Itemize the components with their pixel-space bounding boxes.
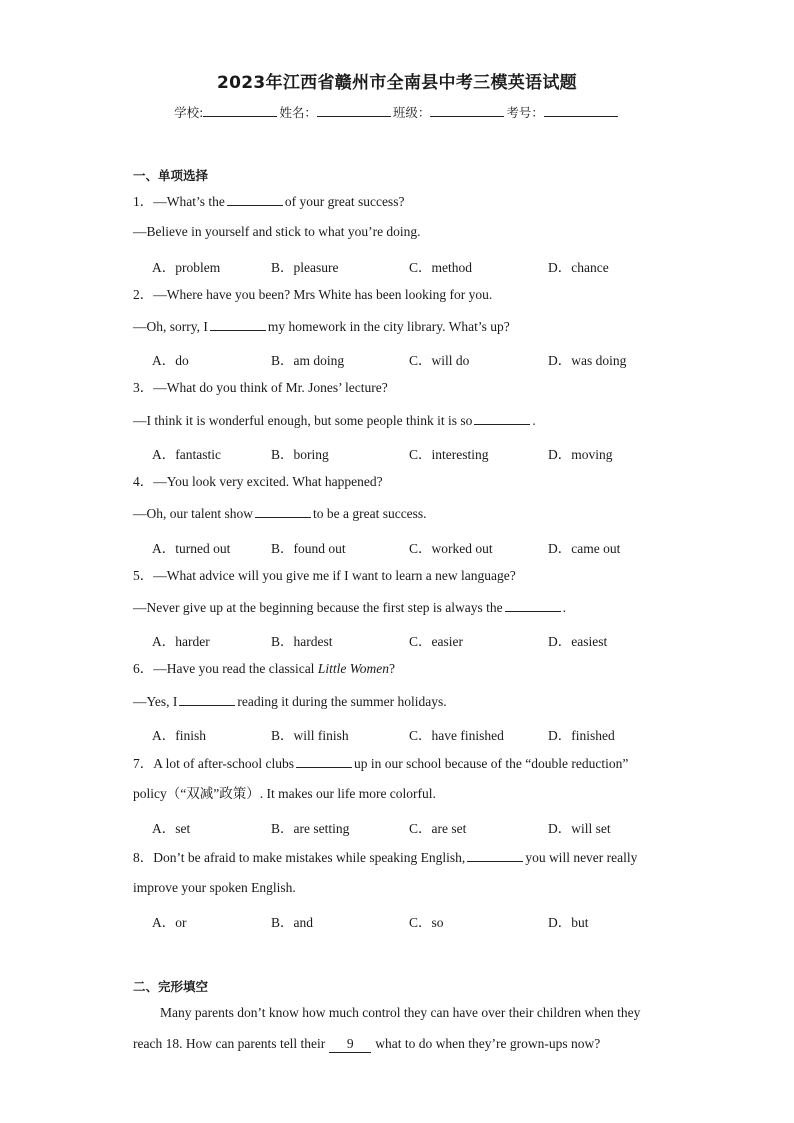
question-text: . — [532, 413, 536, 428]
question-text: my homework in the city library. What’s up? — [267, 319, 510, 334]
option-a[interactable]: A．do — [152, 353, 189, 368]
question-number: 3． — [133, 380, 154, 395]
question-text: —Yes, I — [133, 694, 178, 709]
answer-blank — [505, 599, 561, 612]
question-1-line-1 — [133, 193, 404, 210]
question-text: . — [562, 600, 567, 615]
question-text: —You look very excited. What happened? — [153, 474, 383, 489]
question-4-options — [152, 537, 672, 556]
cloze-text: what to do when they’re grown-ups now? — [375, 1036, 601, 1051]
question-number: 8． — [133, 850, 154, 865]
number-blank[interactable] — [544, 104, 618, 117]
option-b[interactable]: B．boring — [271, 447, 329, 462]
answer-blank — [467, 849, 523, 862]
question-text: —What advice will you give me if I want to learn a new language? — [153, 568, 516, 583]
answer-blank — [255, 505, 311, 518]
number-label: 考号： — [506, 105, 544, 120]
student-info-line — [0, 103, 794, 121]
option-d[interactable]: D．will set — [548, 821, 611, 836]
option-b[interactable]: B．will finish — [271, 728, 349, 743]
section-title-single-choice: 一、单项选择 — [133, 168, 209, 183]
option-a[interactable]: A．turned out — [152, 541, 231, 556]
option-a[interactable]: A．or — [152, 915, 187, 930]
question-1-line-2: —Believe in yourself and stick to what you’re doing. — [133, 224, 421, 239]
question-2-line-1 — [133, 287, 492, 303]
question-4-line-2 — [133, 505, 427, 522]
question-text: up in our school because of the “double reduction” — [353, 756, 629, 771]
question-3-line-2 — [133, 412, 536, 429]
option-b[interactable]: B．found out — [271, 541, 346, 556]
section-title-cloze: 二、完形填空 — [133, 979, 209, 994]
option-c[interactable]: C．are set — [409, 821, 467, 836]
question-2-options — [152, 349, 672, 368]
book-title: Little Women — [317, 661, 389, 676]
question-text: —Where have you been? Mrs White has been looking for you. — [153, 287, 493, 302]
question-2-line-2 — [133, 318, 510, 335]
option-a[interactable]: A．finish — [152, 728, 206, 743]
question-number: 4． — [133, 474, 154, 489]
answer-blank — [227, 193, 283, 206]
question-6-line-1 — [133, 661, 395, 677]
question-number: 7． — [133, 756, 154, 771]
option-a[interactable]: A．fantastic — [152, 447, 221, 462]
question-6-line-2 — [133, 693, 447, 710]
option-a[interactable]: A．harder — [152, 634, 210, 649]
question-5-line-1 — [133, 568, 516, 584]
question-number: 5． — [133, 568, 154, 583]
question-8-line-1 — [133, 849, 637, 866]
class-label: 班级： — [392, 105, 431, 120]
question-text: ? — [388, 661, 395, 676]
answer-blank — [296, 755, 352, 768]
answer-blank — [474, 412, 530, 425]
question-text: to be a great success. — [312, 506, 427, 521]
question-1-options — [152, 256, 672, 275]
question-text: you will never really — [525, 850, 638, 865]
name-label: 姓名： — [279, 105, 317, 120]
option-b[interactable]: B．am doing — [271, 353, 345, 368]
option-a[interactable]: A．problem — [152, 260, 221, 275]
option-c[interactable]: C．method — [409, 260, 472, 275]
question-text: —Never give up at the beginning because the first step is always the — [133, 600, 503, 615]
option-c[interactable]: C．worked out — [409, 541, 493, 556]
option-c[interactable]: C．have finished — [409, 728, 504, 743]
question-text: —What do you think of Mr. Jones’ lecture? — [153, 380, 388, 395]
question-text: —Have you read the classical — [153, 661, 315, 676]
question-text: —I think it is wonderful enough, but some people think it is so — [133, 413, 473, 428]
question-number: 2． — [133, 287, 154, 302]
option-c[interactable]: C．so — [409, 915, 444, 930]
option-a[interactable]: A．set — [152, 821, 191, 836]
question-4-line-1 — [133, 474, 383, 490]
name-blank[interactable] — [317, 104, 391, 117]
question-7-line-1 — [133, 755, 628, 772]
answer-blank — [179, 693, 235, 706]
option-c[interactable]: C．interesting — [409, 447, 489, 462]
option-d[interactable]: D．easiest — [548, 634, 608, 649]
question-5-line-2 — [133, 599, 566, 616]
option-b[interactable]: B．hardest — [271, 634, 333, 649]
question-text: reading it during the summer holidays. — [237, 694, 447, 709]
question-text: of your great success? — [284, 194, 405, 209]
school-blank[interactable] — [203, 104, 277, 117]
answer-blank — [210, 318, 266, 331]
question-6-options — [152, 724, 672, 743]
cloze-blank-9: 9 — [329, 1036, 371, 1053]
option-d[interactable]: D．came out — [548, 541, 621, 556]
option-b[interactable]: B．are setting — [271, 821, 350, 836]
school-label: 学校: — [174, 105, 204, 120]
question-3-line-1 — [133, 380, 388, 396]
question-5-options — [152, 630, 672, 649]
option-d[interactable]: D．chance — [548, 260, 609, 275]
question-7-options — [152, 817, 672, 836]
option-d[interactable]: D．finished — [548, 728, 615, 743]
question-text: —What’s the — [153, 194, 225, 209]
question-7-line-2: policy（“双减”政策）. It makes our life more colorful. — [133, 786, 436, 801]
question-number: 1． — [133, 194, 154, 209]
question-8-line-2: improve your spoken English. — [133, 880, 296, 895]
question-number: 6． — [133, 661, 154, 676]
cloze-paragraph-line-1: Many parents don’t know how much control they can have over their children when they — [160, 1005, 641, 1020]
option-d[interactable]: D．but — [548, 915, 589, 930]
option-b[interactable]: B．and — [271, 915, 313, 930]
option-d[interactable]: D．was doing — [548, 353, 627, 368]
question-text: A lot of after-school clubs — [153, 756, 294, 771]
option-c[interactable]: C．easier — [409, 634, 463, 649]
question-text: Don’t be afraid to make mistakes while speaking English, — [153, 850, 466, 865]
question-text: —Oh, our talent show — [133, 506, 253, 521]
option-d[interactable]: D．moving — [548, 447, 613, 462]
question-3-options — [152, 443, 672, 462]
cloze-text: reach 18. How can parents tell their — [133, 1036, 326, 1051]
cloze-paragraph-line-2 — [133, 1036, 600, 1053]
option-b[interactable]: B．pleasure — [271, 260, 339, 275]
question-text: —Oh, sorry, I — [133, 319, 208, 334]
question-8-options — [152, 911, 672, 930]
option-c[interactable]: C．will do — [409, 353, 470, 368]
page-title: 2023年江西省赣州市全南县中考三模英语试题 — [217, 73, 577, 93]
class-blank[interactable] — [430, 104, 504, 117]
